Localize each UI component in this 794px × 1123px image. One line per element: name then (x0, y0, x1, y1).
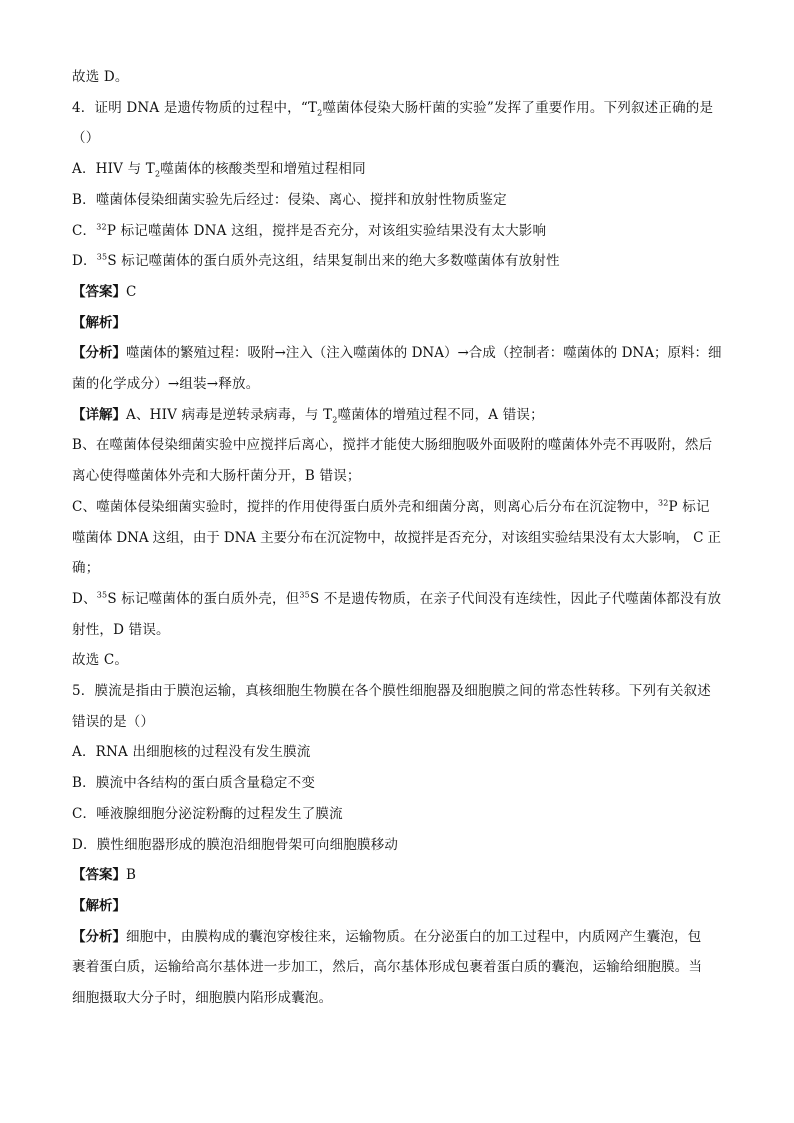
q4-answer (72, 277, 724, 308)
q4-stem-line-1 (72, 93, 724, 124)
q5-stem-line-2: 错误的是（） (72, 713, 155, 730)
option-text-cont: 噬菌体的核酸类型和增殖过程相同 (160, 161, 366, 178)
q4-detail-b-line-1: B、在噬菌体侵染细菌实验中应搅拌后离心，搅拌才能使大肠细胞吸外面吸附的噬菌体外壳不再吸附，然后 (72, 437, 713, 454)
q5-answer (72, 860, 724, 891)
q4-fenxi-line-2: 菌的化学成分）→组装→释放。 (72, 376, 260, 393)
analysis-tag: 【解析】 (72, 314, 126, 331)
q4-detail-c-line-3: 确； (72, 560, 100, 577)
q3-conclusion: 故选 D。 (72, 69, 129, 85)
t2-subscript: 2 (155, 169, 161, 179)
fenxi-tag: 【分析】 (72, 345, 126, 362)
q4-option-d (72, 246, 724, 277)
fenxi-tag: 【分析】 (72, 928, 126, 945)
q4-detail-d-line-2: 射性，D 错误。 (72, 621, 170, 638)
analysis-tag: 【解析】 (72, 897, 126, 914)
detail-tag: 【详解】 (72, 406, 126, 423)
isotope-superscript: 32 (96, 222, 107, 232)
detail-text-cont: P 标记 (668, 498, 710, 515)
q4-conclusion: 故选 C。 (72, 652, 129, 669)
isotope-superscript: 35 (299, 590, 310, 600)
q5-option-d: D．膜性细胞器形成的膜泡沿细胞骨架可向细胞膜移动 (72, 836, 399, 853)
q4-fenxi-line-1 (72, 338, 724, 369)
document-page (72, 62, 724, 1014)
q5-fenxi-line-2: 裹着蛋白质，运输给高尔基体进一步加工，然后，高尔基体形成包裹着蛋白质的囊泡，运输给细胞膜。当 (72, 959, 703, 976)
isotope-superscript: 35 (96, 252, 108, 262)
q4-analysis-heading (72, 308, 724, 339)
t2-subscript: 2 (332, 415, 338, 425)
q5-fenxi-line-1 (72, 922, 724, 953)
q4-stem-line-2: （） (72, 130, 100, 147)
detail-text: D、 (72, 590, 97, 607)
q4-detail-c-line-1 (72, 492, 724, 523)
q5-stem-line-1: 5．膜流是指由于膜泡运输，真核细胞生物膜在各个膜性细胞器及细胞膜之间的常态性转移。下列有关叙述 (72, 683, 711, 700)
detail-text-cont: S 标记噬菌体的蛋白质外壳，但 (107, 590, 300, 607)
answer-tag: 【答案】 (72, 283, 126, 300)
q4-option-b: B．噬菌体侵染细菌实验先后经过：侵染、离心、搅拌和放射性物质鉴定 (72, 191, 507, 208)
q4-stem-text: 4．证明 DNA 是遗传物质的过程中，“T (72, 99, 318, 116)
q4-option-c (72, 216, 724, 247)
q5-fenxi-line-3: 细胞摄取大分子时，细胞膜内陷形成囊泡。 (72, 990, 333, 1007)
option-text: P 标记噬菌体 DNA 这组，搅拌是否充分，对该组实验结果没有太大影响 (106, 222, 547, 239)
q4-stem-text-cont: 噬菌体侵染大肠杆菌的实验”发挥了重要作用。下列叙述正确的是 (322, 99, 714, 116)
q5-option-a: A．RNA 出细胞核的过程没有发生膜流 (72, 744, 311, 761)
q4-option-a (72, 154, 724, 185)
detail-text: A、HIV 病毒是逆转录病毒，与 T (126, 406, 333, 423)
detail-text-cont: 噬菌体的增殖过程不同，A 错误； (337, 406, 544, 423)
option-label: C． (72, 222, 97, 239)
fenxi-text: 细胞中，由膜构成的囊泡穿梭往来，运输物质。在分泌蛋白的加工过程中，内质网产生囊泡，包 (126, 928, 702, 945)
q4-detail-c-line-2: 噬菌体 DNA 这组，由于 DNA 主要分布在沉淀物中，故搅拌是否充分，对该组实验结果没有太大影响， C 正 (72, 529, 721, 546)
q5-option-c: C．唾液腺细胞分泌淀粉酶的过程发生了膜流 (72, 805, 343, 822)
q5-option-b: B．膜流中各结构的蛋白质含量稳定不变 (72, 775, 316, 792)
detail-text-cont: S 不是遗传物质，在亲子代间没有连续性，因此子代噬菌体都没有放 (309, 590, 722, 607)
detail-text: C、噬菌体侵染细菌实验时，搅拌的作用使得蛋白质外壳和细菌分离，则离心后分布在沉淀物中， (72, 498, 658, 515)
isotope-superscript: 35 (96, 590, 108, 600)
q4-detail-b-line-2: 离心使得噬菌体外壳和大肠杆菌分开，B 错误； (72, 468, 361, 485)
option-text: A．HIV 与 T (72, 161, 155, 178)
option-text: S 标记噬菌体的蛋白质外壳这组，结果复制出来的绝大多数噬菌体有放射性 (107, 253, 560, 270)
q5-analysis-heading (72, 891, 724, 922)
answer-value: B (126, 867, 137, 884)
fenxi-text: 噬菌体的繁殖过程：吸附→注入（注入噬菌体的 DNA）→合成（控制者：噬菌体的 DNA；原料：细 (126, 345, 722, 362)
option-label: D． (72, 253, 97, 270)
t2-subscript: 2 (317, 108, 323, 118)
answer-tag: 【答案】 (72, 867, 126, 884)
isotope-superscript: 32 (657, 498, 669, 508)
q4-detail-d-line-1 (72, 584, 724, 615)
answer-value: C (126, 283, 137, 300)
q4-detail-a (72, 400, 724, 431)
